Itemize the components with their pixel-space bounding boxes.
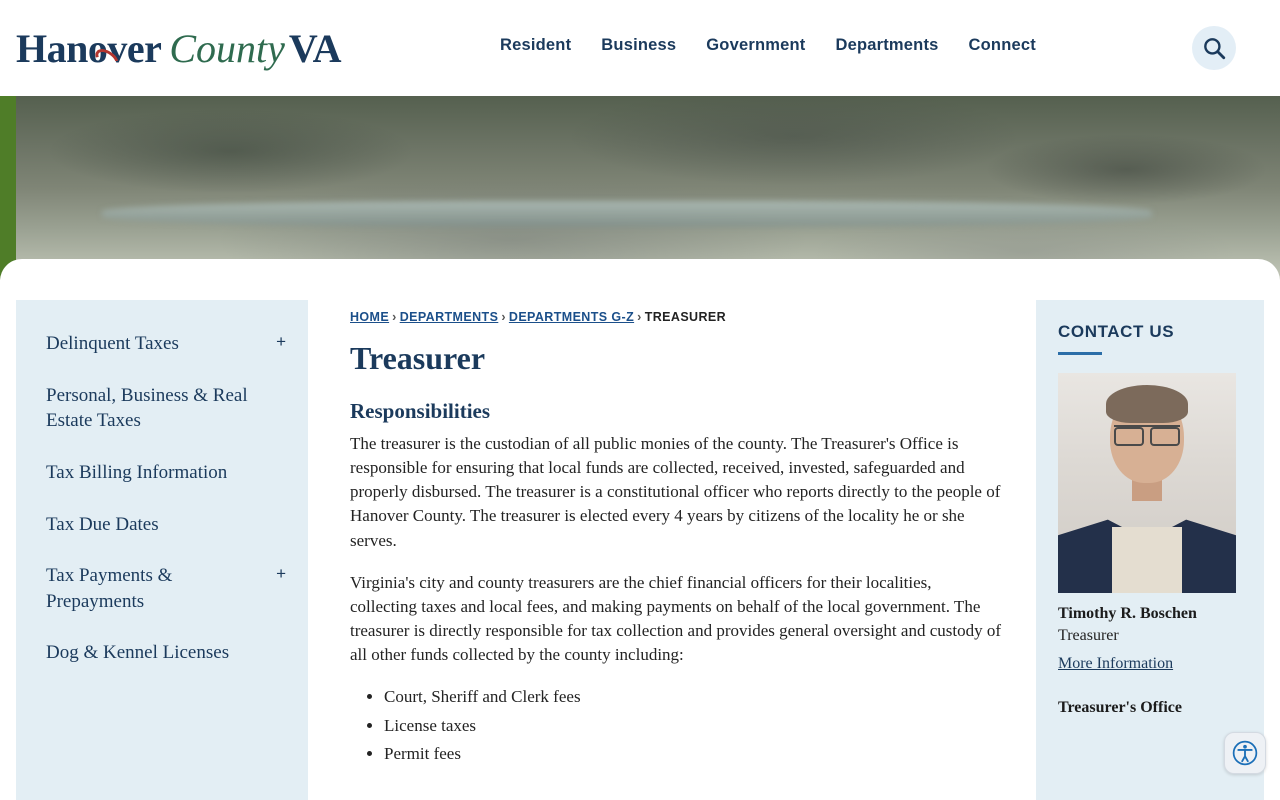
- contact-role: Treasurer: [1058, 627, 1119, 644]
- nav-item-government[interactable]: Government: [706, 36, 806, 54]
- list-item: • License taxes: [384, 714, 1002, 739]
- sidebar-item-tax-billing-information[interactable]: [46, 447, 286, 499]
- logo-county-text: County: [169, 25, 285, 71]
- breadcrumb-separator: ›: [392, 310, 397, 324]
- section-sidebar: [16, 300, 308, 800]
- nav-item-resident[interactable]: Resident: [500, 36, 572, 54]
- more-information-link[interactable]: More Information: [1058, 655, 1174, 672]
- nav-item-departments[interactable]: Departments: [835, 36, 939, 54]
- responsibilities-list: [350, 685, 1002, 767]
- page-body: [0, 280, 1280, 800]
- logo-va-text: VA: [288, 25, 342, 71]
- breadcrumb-separator: ›: [501, 310, 506, 324]
- nav-item-connect[interactable]: Connect: [968, 36, 1036, 54]
- main-content: [308, 300, 1036, 800]
- sidebar-item-label: Delinquent Taxes: [46, 333, 179, 354]
- sidebar-item-label: Personal, Business & Real Estate Taxes: [46, 384, 248, 432]
- breadcrumb-link-departments[interactable]: DEPARTMENTS: [399, 310, 499, 324]
- accessibility-icon: [1232, 740, 1258, 766]
- page-title: Treasurer: [350, 340, 486, 376]
- avatar: [1058, 373, 1236, 593]
- sidebar-item-label: Dog & Kennel Licenses: [46, 642, 230, 664]
- glasses-icon: [1114, 425, 1180, 441]
- paragraph-responsibilities-1: The treasurer is the custodian of all public monies of the county. The Treasurer's Office is responsible for ensuring that local funds are collected, received, invested, safeguarded and properly disbursed. The treasurer is a constitutional officer who reports directly to the people of Hanover County. The treasurer is elected every 4 years by citizens of the locality he or she serves.: [350, 434, 1001, 550]
- sidebar-item-dog-kennel-licenses[interactable]: [46, 627, 286, 679]
- list-item: • Permit fees: [384, 742, 1002, 767]
- sidebar-item-label: Tax Due Dates: [46, 513, 159, 535]
- list-item: • Court, Sheriff and Clerk fees: [384, 685, 1002, 710]
- sidebar-item-personal-business-real-estate-taxes[interactable]: [46, 370, 286, 447]
- sidebar-item-tax-due-dates[interactable]: [46, 499, 286, 551]
- accessibility-widget-button[interactable]: [1224, 732, 1266, 774]
- sidebar-item-delinquent-taxes[interactable]: [46, 318, 286, 370]
- hero-bottom-curve: [0, 259, 1280, 280]
- sidebar-item-tax-payments-prepayments[interactable]: [46, 550, 286, 627]
- sidebar-item-label: Tax Billing Information: [46, 461, 228, 483]
- contact-us-panel: [1036, 300, 1264, 800]
- search-icon: [1201, 35, 1227, 61]
- primary-navigation: [500, 36, 1036, 55]
- logo-hanover-text: Hanover: [16, 25, 161, 72]
- breadcrumb-current: TREASURER: [644, 310, 727, 324]
- portrait-hair: [1106, 385, 1188, 423]
- contact-name: Timothy R. Boschen: [1058, 605, 1197, 622]
- contact-office-name: Treasurer's Office: [1058, 699, 1182, 716]
- hero-water-detail: [102, 201, 1152, 227]
- expand-icon[interactable]: +: [276, 564, 286, 584]
- sidebar-item-label: Tax Payments & Prepayments: [46, 565, 173, 612]
- site-logo[interactable]: [16, 25, 342, 72]
- breadcrumb-separator: ›: [637, 310, 642, 324]
- contact-us-heading: CONTACT US: [1058, 322, 1175, 341]
- search-button[interactable]: [1192, 26, 1236, 70]
- site-header: [0, 0, 1280, 96]
- breadcrumb-link-departments-gz[interactable]: DEPARTMENTS G-Z: [508, 310, 635, 324]
- paragraph-responsibilities-2: Virginia's city and county treasurers are the chief financial officers for their localities, collecting taxes and local fees, and making payments on behalf of the local government. The treasurer is directly responsible for tax collection and provides general oversight and custody of all other funds collected by the county including:: [350, 572, 1001, 664]
- breadcrumb: [350, 310, 1002, 324]
- breadcrumb-link-home[interactable]: HOME: [350, 310, 390, 324]
- heading-underline: [1058, 352, 1102, 355]
- hero-banner: [0, 96, 1280, 280]
- expand-icon[interactable]: +: [276, 332, 286, 351]
- section-heading-responsibilities: Responsibilities: [350, 399, 491, 423]
- portrait-shirt: [1112, 527, 1182, 593]
- hero-background-image: [0, 96, 1280, 280]
- nav-item-business[interactable]: Business: [601, 36, 677, 54]
- hero-green-accent-bar: [0, 96, 16, 280]
